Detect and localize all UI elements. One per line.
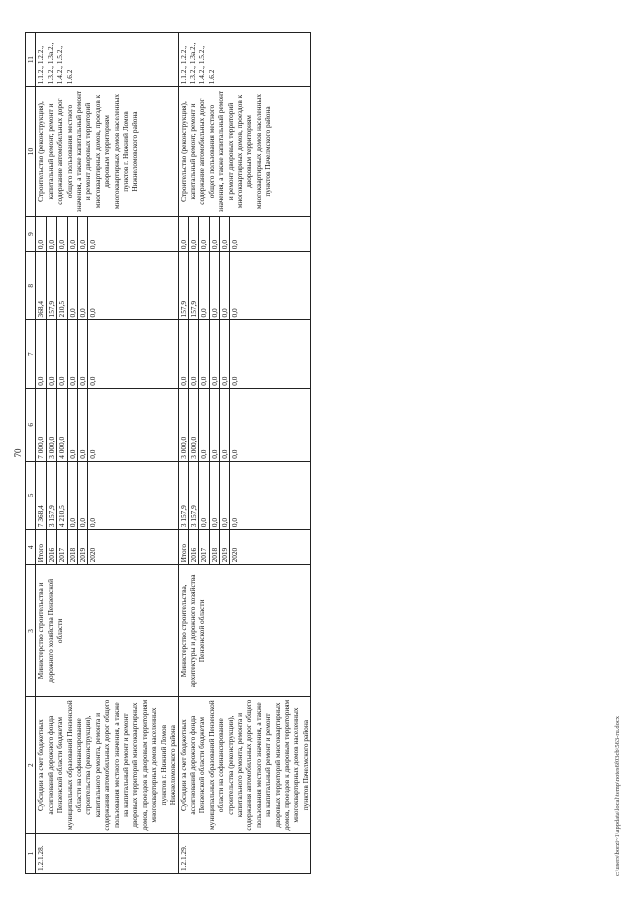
value-column-col5 — [36, 461, 178, 529]
value-column-years — [178, 529, 311, 564]
amount-cell: 368,4 — [36, 252, 46, 319]
amount-cell: 3 000,0 — [179, 388, 189, 460]
amount-cell: 0,0 — [36, 320, 46, 387]
year-cell: 2018 — [68, 530, 78, 564]
amount-cell: 0,0 — [179, 216, 189, 250]
page-number: 70 — [13, 448, 23, 457]
amount-cell: 0,0 — [220, 461, 230, 528]
amount-cell: 0,0 — [88, 239, 98, 249]
amount-cell: 0,0 — [210, 216, 220, 250]
table-row — [178, 32, 311, 873]
amount-cell: 0,0 — [210, 320, 220, 387]
value-column-col8 — [178, 251, 311, 319]
amount-cell: 0,0 — [47, 216, 57, 250]
year-cell: 2019 — [78, 530, 88, 564]
year-cell: Итого — [36, 530, 46, 564]
amount-cell: 0,0 — [220, 216, 230, 250]
amount-cell: 0,0 — [68, 320, 78, 387]
column-header-11: 11 — [26, 32, 36, 86]
year-cell: 2017 — [199, 530, 209, 564]
amount-cell: 0,0 — [88, 376, 98, 386]
amount-cell: 0,0 — [68, 216, 78, 250]
expected-result: Строительство (реконструкция), капитальный ремонт, ремонт и содержание автомобильных дорог общего пользования местного значения, а также капитальный ремонт и ремонт дворовых территорий многоквартирных домов, проездов к дворовым территориям многоквартирных домов населенных пунктов Пачелмского района — [178, 86, 311, 216]
amount-cell: 0,0 — [230, 239, 240, 249]
column-header-9: 9 — [26, 216, 36, 251]
amount-cell: 0,0 — [199, 320, 209, 387]
value-column-col9 — [36, 216, 178, 251]
year-cell: 2020 — [230, 547, 240, 562]
amount-cell: 4 000,0 — [57, 388, 67, 460]
year-cell: 2019 — [220, 530, 230, 564]
amount-cell: 3 157,9 — [47, 461, 57, 528]
amount-cell: 157,9 — [47, 252, 57, 319]
value-column-col5 — [178, 461, 311, 529]
amount-cell: 0,0 — [88, 307, 98, 317]
amount-cell: 3 157,9 — [189, 461, 199, 528]
amount-cell: 0,0 — [78, 216, 88, 250]
amount-cell: 3 000,0 — [47, 388, 57, 460]
value-column-col6 — [178, 388, 311, 461]
file-path-footer: c:\users\borzi~1\appdata\local\temp\notes6f03cb\563-ru.docx — [614, 715, 621, 876]
column-header-2: 2 — [26, 696, 36, 833]
amount-cell: 0,0 — [210, 461, 220, 528]
amount-cell: 0,0 — [78, 320, 88, 387]
amount-cell: 0,0 — [230, 376, 240, 386]
amount-cell: 7 368,4 — [36, 461, 46, 528]
value-column-col8 — [36, 251, 178, 319]
header-row — [26, 32, 36, 873]
amount-cell: 0,0 — [220, 320, 230, 387]
amount-cell: 0,0 — [230, 449, 240, 459]
measure-name: Субсидии за счет бюджетных ассигнований дорожного фонда Пензенской области бюджетам муниципальных образований Пензенской области на софинансирование строительства (реконструкции), капитального ремонта, ремонта и содержания автомобильных дорог общего пользования местного значения, а также на капитальный ремонт и ремонт дворовых территорий многоквартирных домов, проездов к дворовым территориям многоквартирных домов населенных пунктов Пачелмского района — [178, 696, 311, 833]
amount-cell: 0,0 — [220, 388, 230, 460]
year-cell: 2018 — [210, 530, 220, 564]
amount-cell: 0,0 — [189, 216, 199, 250]
amount-cell: 0,0 — [230, 307, 240, 317]
value-column-col6 — [36, 388, 178, 461]
indicator-links: 1.1.2., 1.2.2., 1.3.2., 1.3a.2., 1.4.2., 1.5.2., 1.6.2 — [36, 32, 178, 86]
amount-cell: 0,0 — [88, 449, 98, 459]
amount-cell: 0,0 — [47, 320, 57, 387]
amount-cell: 0,0 — [78, 388, 88, 460]
column-header-8: 8 — [26, 251, 36, 319]
column-header-3: 3 — [26, 564, 36, 696]
executor: Министерство строительства, архитектуры и дорожного хозяйства Пензенской области — [178, 564, 311, 696]
amount-cell: 0,0 — [210, 252, 220, 319]
value-column-col7 — [178, 319, 311, 387]
amount-cell: 0,0 — [88, 517, 98, 527]
amount-cell: 0,0 — [199, 252, 209, 319]
year-cell: 2017 — [57, 530, 67, 564]
amount-cell: 0,0 — [68, 388, 78, 460]
table-row — [36, 32, 178, 873]
page — [15, 18, 625, 888]
executor: Министерство строительства и дорожного хозяйства Пензенской области — [36, 564, 178, 696]
measure-name: Субсидии за счет бюджетных ассигнований дорожного фонда Пензенской области бюджетам муниципальных образований Пензенской области на софинансирование строительства (реконструкции), капитального ремонта, ремонта и содержания автомобильных дорог общего пользования местного значения, а также на капитальный ремонт и ремонт дворовых территорий многоквартирных домов, проездов к дворовым территориям многоквартирных домов населенных пунктов г. Нижний Ломов Нижнеломовского района — [36, 696, 178, 833]
expected-result: Строительство (реконструкция), капитальный ремонт, ремонт и содержание автомобильных дорог общего пользования местного значения, а также капитальный ремонт и ремонт дворовых территорий многоквартирных домов, проездов к дворовым территориям многоквартирных домов населенных пунктов г. Нижний Ломов Нижнеломовского района — [36, 86, 178, 216]
amount-cell: 0,0 — [220, 252, 230, 319]
column-header-5: 5 — [26, 461, 36, 529]
value-column-col9 — [178, 216, 311, 251]
row-code: 1.2.1.28. — [36, 833, 178, 873]
rotated-page — [15, 18, 625, 888]
amount-cell: 0,0 — [210, 388, 220, 460]
program-table — [25, 32, 311, 874]
value-column-years — [36, 529, 178, 564]
amount-cell: 0,0 — [230, 517, 240, 527]
amount-cell: 0,0 — [179, 320, 189, 387]
amount-cell: 0,0 — [199, 216, 209, 250]
column-header-1: 1 — [26, 833, 36, 873]
amount-cell: 3 000,0 — [189, 388, 199, 460]
amount-cell: 157,9 — [189, 252, 199, 319]
amount-cell: 0,0 — [199, 388, 209, 460]
amount-cell: 4 210,5 — [57, 461, 67, 528]
amount-cell: 0,0 — [57, 216, 67, 250]
row-code: 1.2.1.29. — [178, 833, 311, 873]
amount-cell: 0,0 — [68, 461, 78, 528]
amount-cell: 0,0 — [199, 461, 209, 528]
amount-cell: 0,0 — [36, 216, 46, 250]
indicator-links: 1.1.2., 1.2.2., 1.3.2., 1.3a.2., 1.4.2., 1.5.2., 1.6.2 — [178, 32, 311, 86]
year-cell: Итого — [179, 530, 189, 564]
year-cell: 2020 — [88, 547, 98, 562]
amount-cell: 0,0 — [78, 461, 88, 528]
value-column-col7 — [36, 319, 178, 387]
column-header-10: 10 — [26, 86, 36, 216]
amount-cell: 3 157,9 — [179, 461, 189, 528]
column-header-6: 6 — [26, 388, 36, 461]
amount-cell: 157,9 — [179, 252, 189, 319]
amount-cell: 0,0 — [189, 320, 199, 387]
year-cell: 2016 — [189, 530, 199, 564]
amount-cell: 7 000,0 — [36, 388, 46, 460]
amount-cell: 0,0 — [78, 252, 88, 319]
amount-cell: 210,5 — [57, 252, 67, 319]
column-header-4: 4 — [26, 529, 36, 564]
column-header-7: 7 — [26, 319, 36, 387]
year-cell: 2016 — [47, 530, 57, 564]
amount-cell: 0,0 — [68, 252, 78, 319]
amount-cell: 0,0 — [57, 320, 67, 387]
